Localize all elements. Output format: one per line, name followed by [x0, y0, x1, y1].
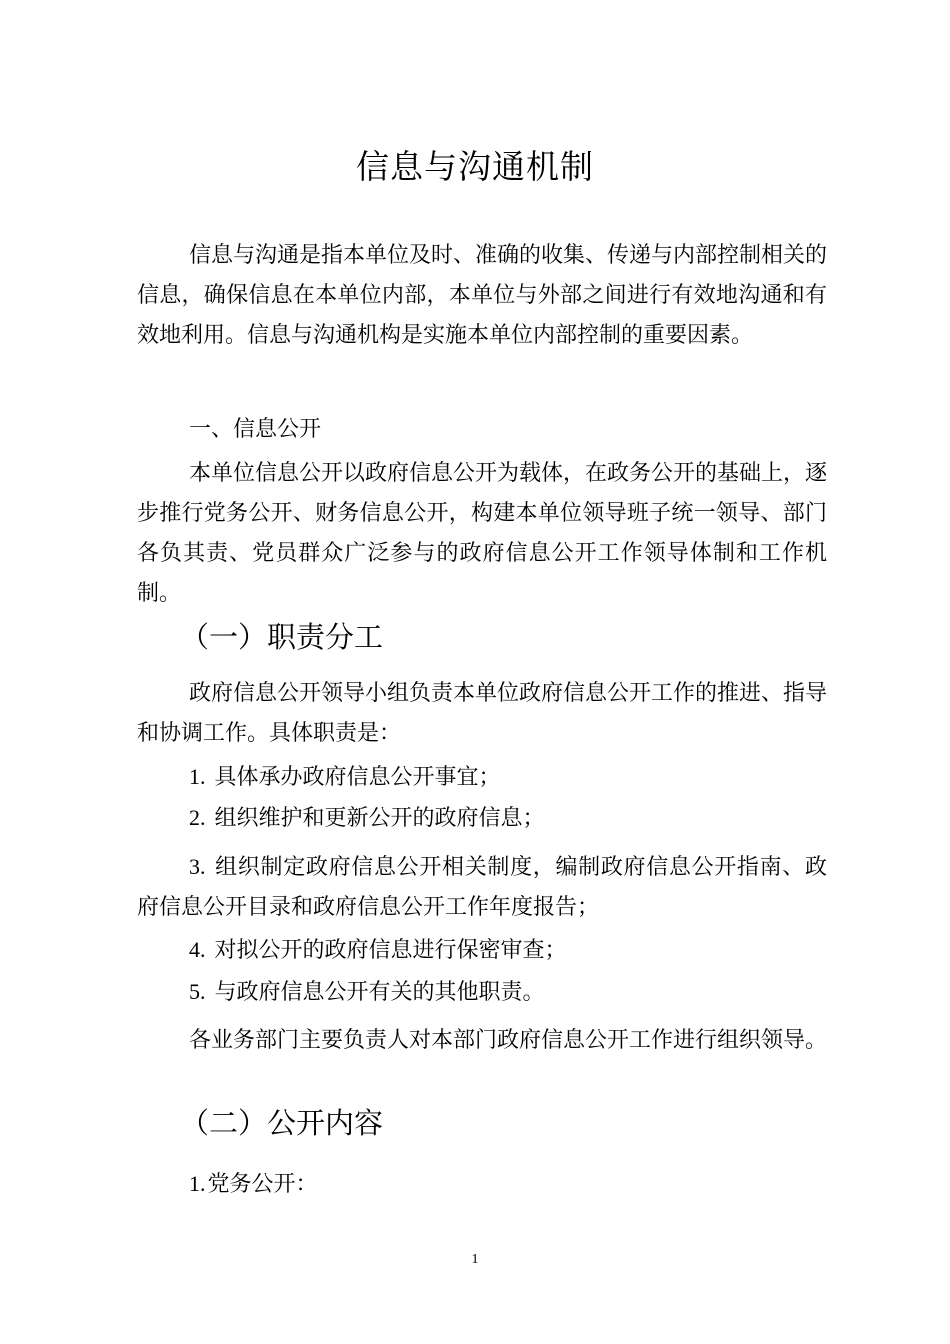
duty-text: 组织维护和更新公开的政府信息；	[214, 806, 545, 831]
duty-item-2	[189, 798, 545, 839]
duty-number: 1.	[189, 764, 206, 789]
section-heading-information-disclosure: 一、信息公开	[189, 417, 322, 442]
intro-paragraph: 信息与沟通是指本单位及时、准确的收集、传递与内部控制相关的信息，确保信息在本单位内部，本单位与外部之间进行有效地沟通和有效地利用。信息与沟通机构是实施本单位内部控制的重要因素。	[137, 243, 828, 348]
duty-item-1	[189, 757, 501, 798]
duty-text: 组织制定政府信息公开相关制度，编制政府信息公开指南、政府信息公开目录和政府信息公开工作年度报告；	[137, 855, 827, 920]
document-title: 信息与沟通机制	[356, 147, 594, 187]
duty-item-5	[189, 972, 545, 1013]
subsection-closing-paragraph: 各业务部门主要负责人对本部门政府信息公开工作进行组织领导。	[189, 1028, 828, 1053]
duty-text: 对拟公开的政府信息进行保密审查；	[214, 938, 567, 963]
duty-item-4	[189, 930, 567, 971]
subsection-heading-responsibilities: （一）职责分工	[180, 620, 384, 654]
duty-number: 2.	[189, 805, 206, 830]
duty-text: 与政府信息公开有关的其他职责。	[214, 980, 545, 1005]
duty-item-3	[137, 847, 827, 928]
content-item-text: 党务公开：	[207, 1172, 318, 1197]
duty-number: 4.	[189, 937, 206, 962]
subsection-paragraph-responsibilities: 政府信息公开领导小组负责本单位政府信息公开工作的推进、指导和协调工作。具体职责是：	[137, 681, 828, 746]
section-paragraph-information-disclosure: 本单位信息公开以政府信息公开为载体，在政务公开的基础上，逐步推行党务公开、财务信息公开，构建本单位领导班子统一领导、部门各负其责、党员群众广泛参与的政府信息公开工作领导体制和工作机制。	[137, 461, 828, 606]
page-number: 1	[471, 1252, 479, 1267]
duty-text: 具体承办政府信息公开事宜；	[214, 765, 501, 790]
content-item-1	[189, 1164, 318, 1205]
duty-number: 5.	[189, 979, 206, 1004]
subsection-heading-disclosure-content: （二）公开内容	[180, 1106, 384, 1140]
content-item-number: 1.	[189, 1171, 206, 1196]
duty-number: 3.	[189, 854, 206, 879]
